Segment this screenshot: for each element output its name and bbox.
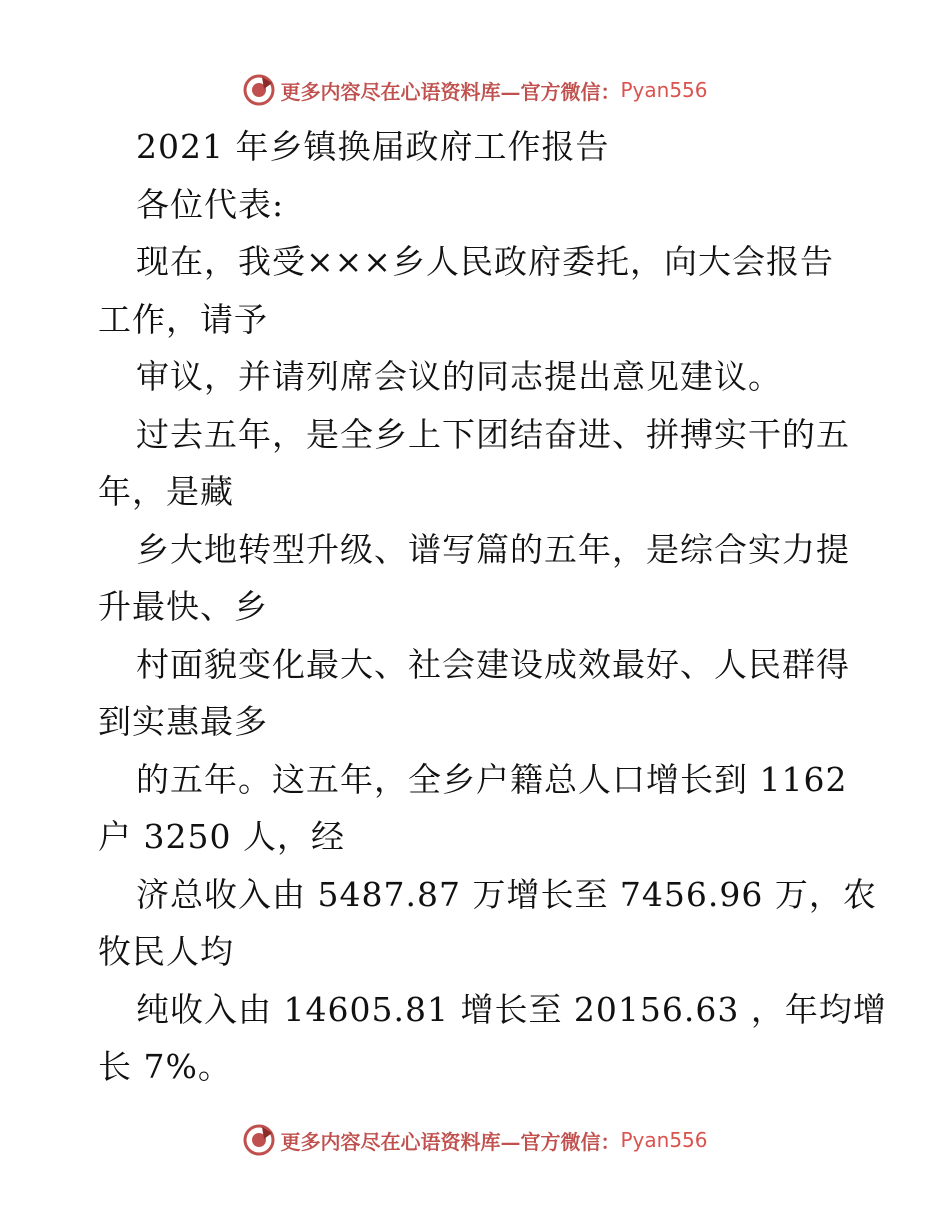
paragraph-line: 过去五年，是全乡上下团结奋进、拼搏实干的五 <box>136 414 850 454</box>
logo-icon <box>242 73 276 107</box>
paragraph-line: 乡大地转型升级、谱写篇的五年，是综合实力提 <box>136 529 850 569</box>
salutation: 各位代表: <box>136 184 285 224</box>
header-banner-text: 更多内容尽在心语资料库—官方微信： <box>280 79 621 104</box>
paragraph-line: 的五年。这五年，全乡户籍总人口增长到 1162 <box>136 759 848 799</box>
paragraph-line: 到实惠最多 <box>98 702 268 741</box>
paragraph-line: 户 3250 人，经 <box>98 817 345 856</box>
paragraph-line: 纯收入由 14605.81 增长至 20156.63 ，年均增 <box>136 989 887 1029</box>
footer-banner-contact: Pyan556 <box>620 1128 708 1152</box>
header-banner-contact: Pyan556 <box>620 78 708 102</box>
paragraph-line: 现在，我受×××乡人民政府委托，向大会报告 <box>136 242 834 281</box>
paragraph-line: 工作，请予 <box>98 299 268 339</box>
footer-banner <box>0 1120 950 1160</box>
document-title: 2021 年乡镇换届政府工作报告 <box>136 127 610 166</box>
paragraph-line: 审议，并请列席会议的同志提出意见建议。 <box>136 357 782 396</box>
paragraph-line: 济总收入由 5487.87 万增长至 7456.96 万，农 <box>136 874 877 914</box>
paragraph-line: 牧民人均 <box>98 932 234 971</box>
paragraph-line: 升最快、乡 <box>98 587 268 626</box>
header-banner <box>0 70 950 110</box>
paragraph-line: 村面貌变化最大、社会建设成效最好、人民群得 <box>136 644 850 684</box>
paragraph-line: 年，是藏 <box>98 472 234 511</box>
logo-icon <box>242 1123 276 1157</box>
footer-banner-text: 更多内容尽在心语资料库—官方微信： <box>280 1129 621 1154</box>
paragraph-line: 长 7%。 <box>98 1047 232 1086</box>
document-body <box>98 118 887 1096</box>
